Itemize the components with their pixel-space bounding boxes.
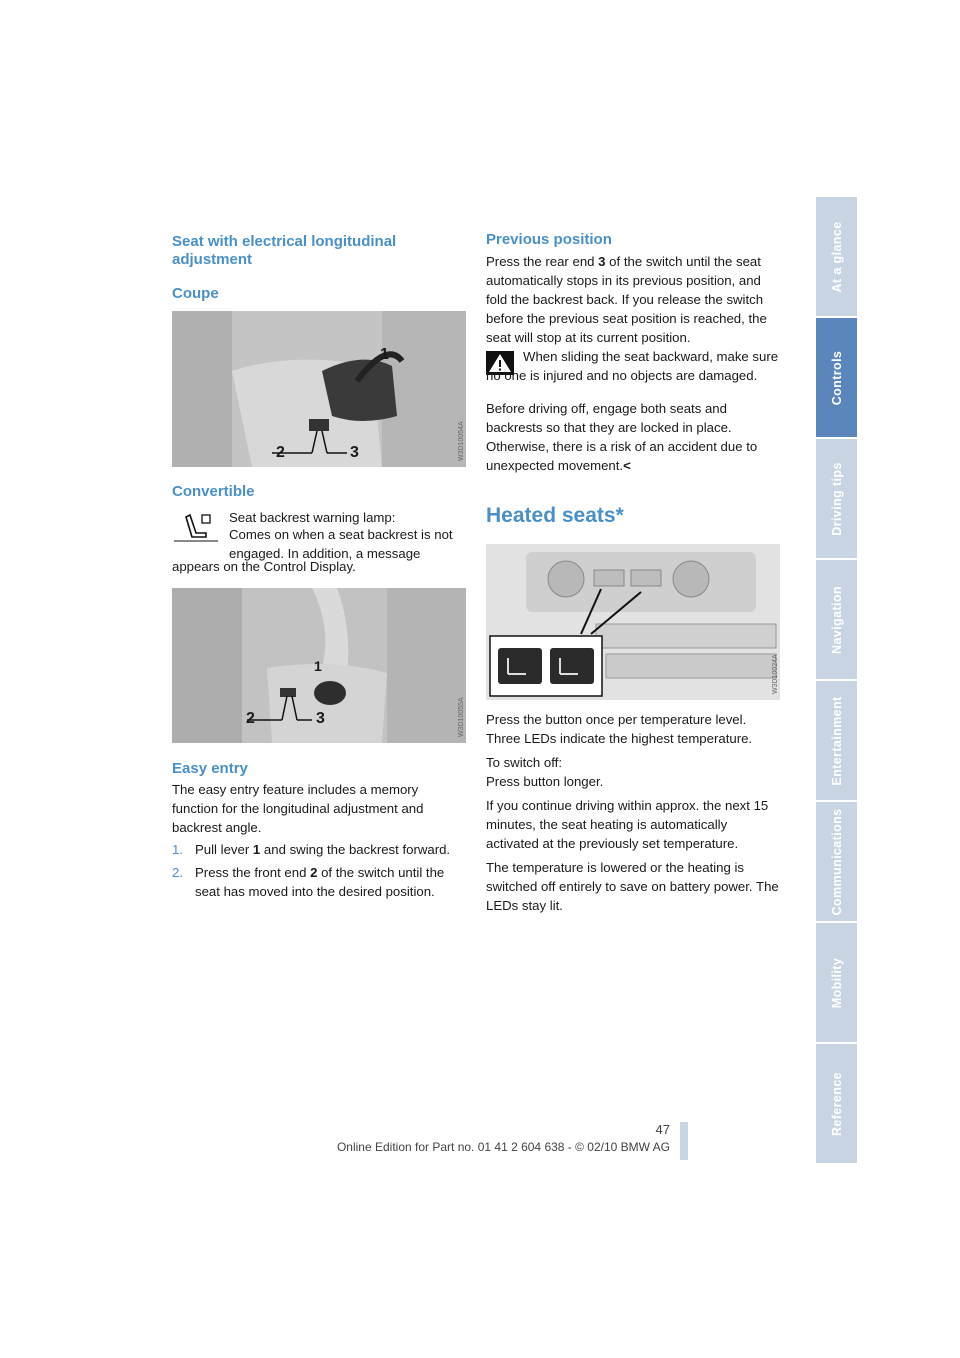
tab-driving-tips[interactable]: [816, 439, 857, 558]
heated-p4: The temperature is lowered or the heating is switched off entirely to save on battery power. The LEDs stay lit.: [486, 860, 779, 913]
heated-p1: Press the button once per temperature level. Three LEDs indicate the highest temperature.: [486, 712, 753, 746]
convertible-label-3: 3: [316, 710, 325, 727]
step-2-num: 2.: [172, 865, 183, 880]
convertible-text-2: Comes on when a seat backrest is not engaged. In addition, a message: [229, 527, 453, 561]
prev-text-bold: 3: [598, 254, 606, 269]
easy-entry-steps: [172, 840, 467, 905]
tab-label: Communications: [829, 808, 844, 915]
tab-label: Entertainment: [829, 695, 844, 786]
section-title: Seat with electrical longitudinal adjustment: [172, 233, 397, 268]
heated-p2b: Press button longer.: [486, 774, 604, 789]
convertible-label-1: 1: [314, 658, 322, 674]
warning-text-1: When sliding the seat backward, make sure no one is injured and no objects are damaged.: [486, 349, 779, 383]
step-2-text-b: of the switch until the seat has moved into the desired position.: [195, 865, 445, 899]
seat-backrest-warning-icon: [172, 509, 220, 543]
tab-entertainment[interactable]: [816, 681, 857, 800]
step-1-num: 1.: [172, 842, 183, 857]
heated-p2a: To switch off:: [486, 755, 562, 770]
convertible-text-3: appears on the Control Display.: [172, 559, 356, 574]
step-1: [172, 840, 467, 859]
page-number: 47: [655, 1122, 670, 1137]
tab-label: Navigation: [829, 585, 844, 654]
convertible-heading: Convertible: [172, 483, 255, 500]
step-1-text-a: Pull lever: [195, 842, 253, 857]
chapter-tabs: [816, 197, 857, 1163]
tab-label: At a glance: [829, 220, 844, 293]
coupe-label-1: 1: [380, 346, 389, 363]
tab-label: Mobility: [829, 957, 844, 1008]
convertible-fig-code: W3D10055A: [458, 697, 465, 737]
convertible-seat-image: [172, 588, 466, 743]
convertible-label-2: 2: [246, 710, 255, 727]
tab-navigation[interactable]: [816, 560, 857, 679]
coupe-fig-code: W3D10054A: [458, 421, 465, 461]
tab-label: Reference: [829, 1071, 844, 1136]
coupe-label-2: 2: [276, 444, 285, 461]
heated-p3: If you continue driving within approx. the next 15 minutes, the seat heating is automatically activated at the previously set temperature.: [486, 798, 769, 851]
coupe-seat-image: [172, 311, 466, 467]
tab-at-a-glance[interactable]: [816, 197, 857, 316]
heated-fig-code: W3D10024A: [772, 654, 779, 694]
heated-seats-image: [486, 544, 780, 700]
tab-controls[interactable]: [816, 318, 857, 437]
easy-entry-intro: The easy entry feature includes a memory function for the longitudinal adjustment and backrest angle.: [172, 782, 424, 835]
warning-end-mark: <: [623, 458, 631, 473]
coupe-heading: Coupe: [172, 285, 219, 302]
step-2-text-a: Press the front end: [195, 865, 311, 880]
tab-label: Driving tips: [829, 461, 844, 536]
step-1-bold: 1: [252, 842, 261, 857]
convertible-text-1: Seat backrest warning lamp:: [229, 510, 396, 525]
step-1-text-b: and swing the backrest forward.: [260, 842, 451, 857]
heated-text: [486, 710, 782, 920]
easy-entry-heading: Easy entry: [172, 760, 248, 777]
step-2-bold: 2: [310, 865, 318, 880]
prev-text-a: Press the rear end: [486, 254, 599, 269]
footer-text: Online Edition for Part no. 01 41 2 604 638 - © 02/10 BMW AG: [336, 1140, 670, 1154]
warning-text-2-body: Before driving off, engage both seats and backrests so that they are locked in place. Otherwise, there is a risk of an accident due to unexpected movement.: [486, 401, 758, 473]
tab-label: Controls: [829, 350, 844, 405]
heated-seats-heading: Heated seats*: [486, 504, 624, 527]
prev-text-b: of the switch until the seat automatically stops in its previous position, and fold the backrest back. If you release the switch before the previous seat position is reached, the seat will stop at its current position.: [486, 254, 767, 345]
tab-communications[interactable]: [816, 802, 857, 921]
warning-text-2: [486, 399, 782, 475]
page-marker-bar: [680, 1122, 688, 1160]
tab-reference[interactable]: [816, 1044, 857, 1163]
step-2: [172, 863, 467, 901]
previous-position-text: [486, 252, 782, 347]
coupe-label-3: 3: [350, 444, 359, 461]
previous-position-heading: Previous position: [486, 231, 612, 248]
tab-mobility[interactable]: [816, 923, 857, 1042]
